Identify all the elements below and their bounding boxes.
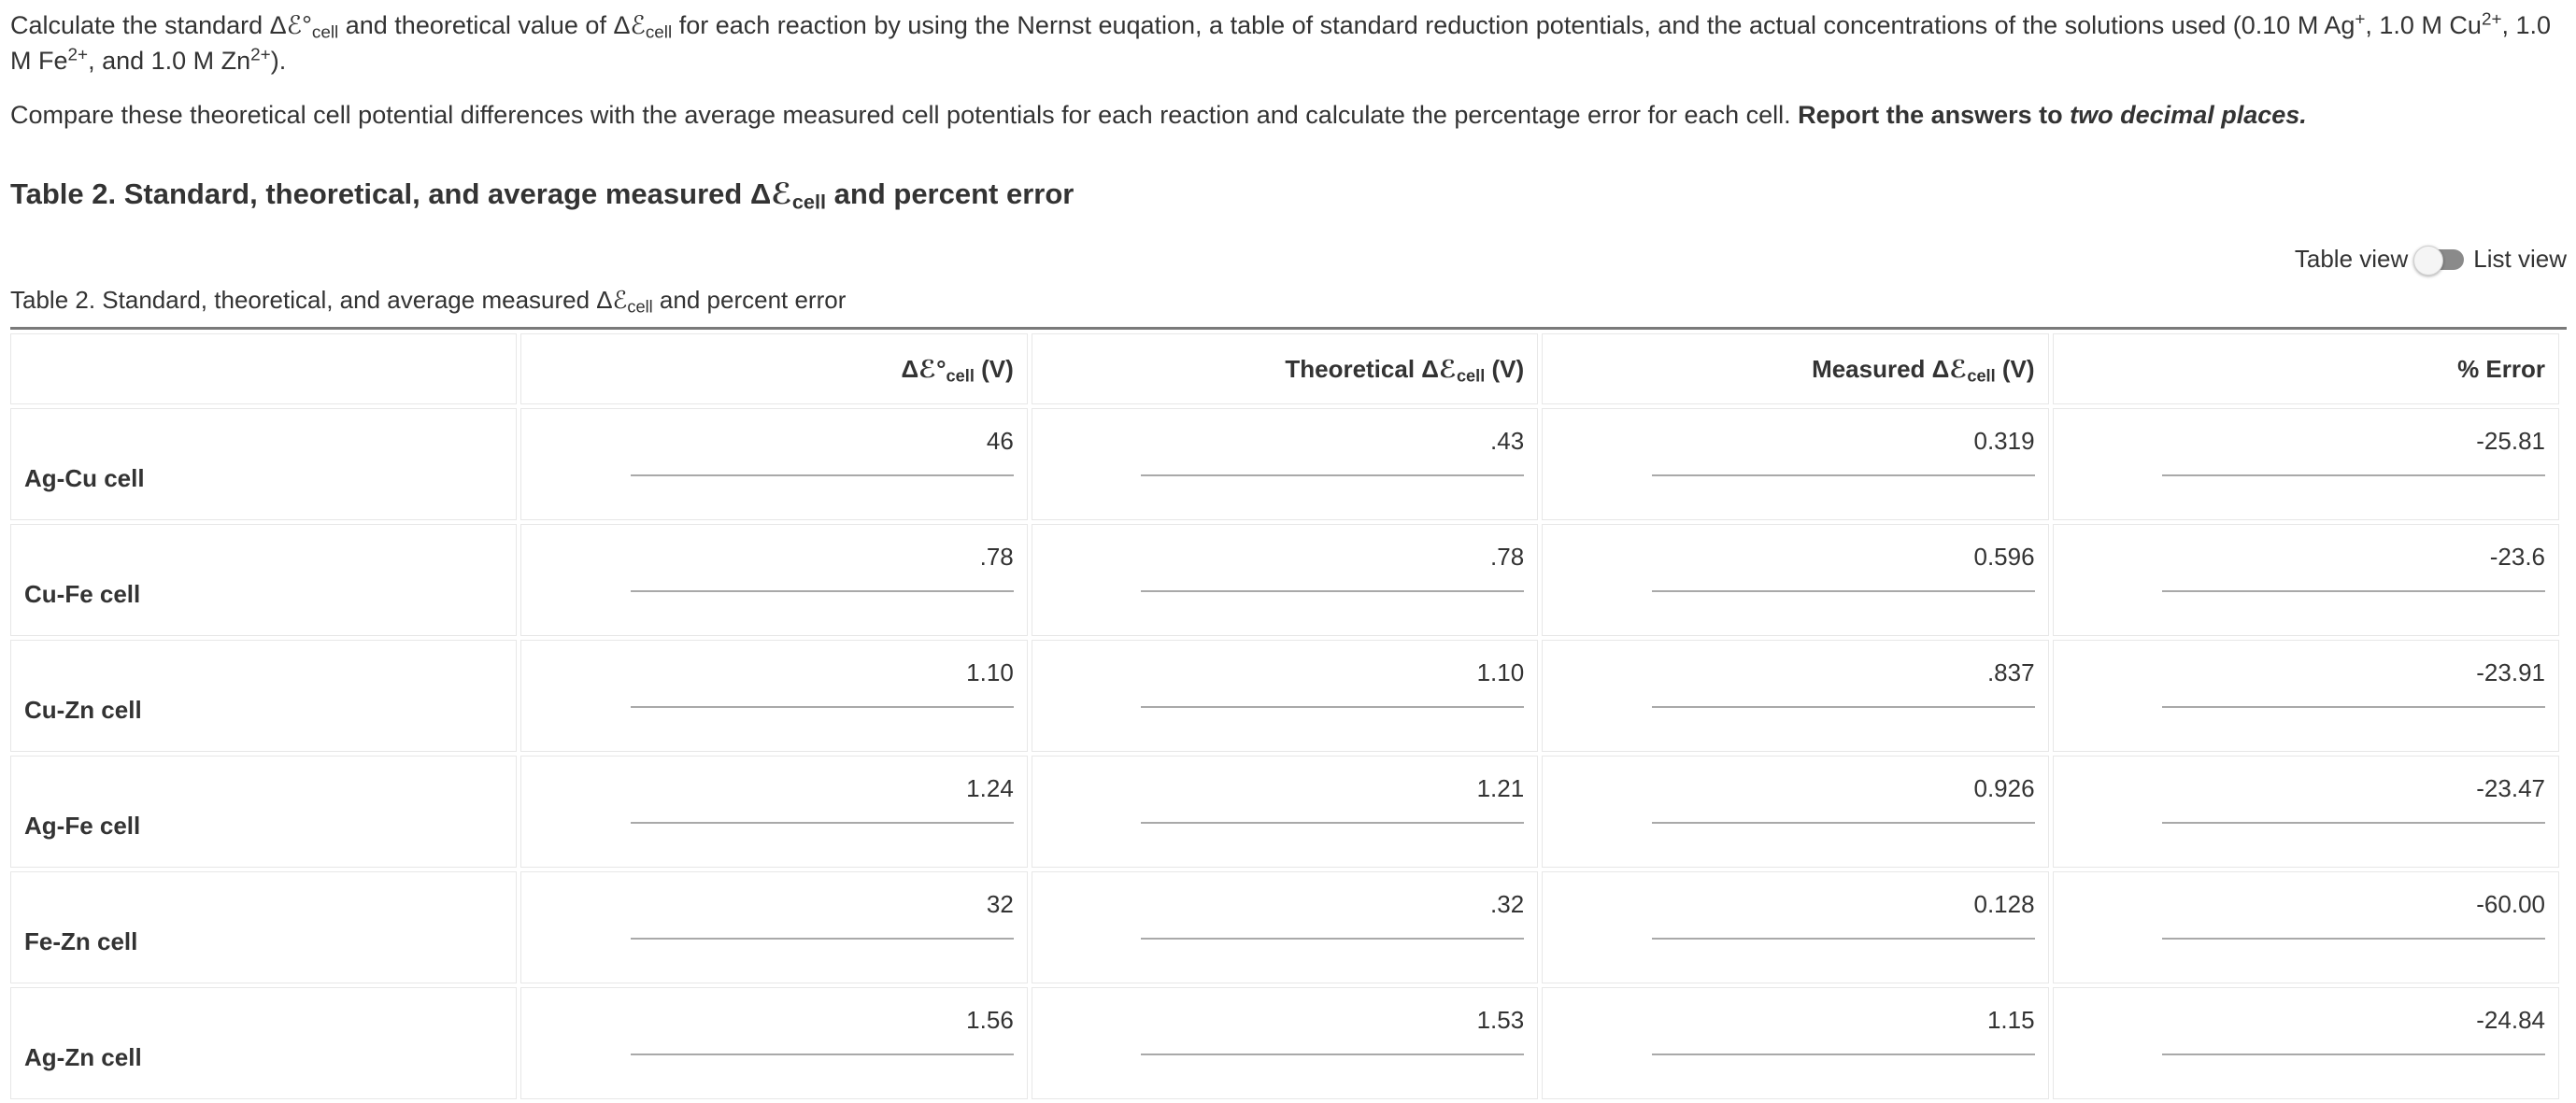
theoretical-potential-input[interactable]: .43: [1141, 428, 1524, 476]
row-label: Fe-Zn cell: [10, 871, 517, 983]
standard-potential-input[interactable]: 32: [631, 891, 1014, 940]
table-row: [10, 408, 2559, 520]
row-label: Ag-Cu cell: [10, 408, 517, 520]
measured-potential-input[interactable]: 0.319: [1652, 428, 2035, 476]
theoretical-potential-input[interactable]: 1.21: [1141, 775, 1524, 824]
measured-potential-input[interactable]: 0.596: [1652, 544, 2035, 592]
standard-potential-input[interactable]: 1.10: [631, 659, 1014, 708]
percent-error-input[interactable]: -24.84: [2162, 1007, 2545, 1055]
percent-error-input[interactable]: -23.47: [2162, 775, 2545, 824]
measured-potential-input[interactable]: .837: [1652, 659, 2035, 708]
measured-potential-input[interactable]: 1.15: [1652, 1007, 2035, 1055]
row-label: Ag-Fe cell: [10, 756, 517, 868]
view-toggle: [2295, 245, 2567, 274]
table-view-label[interactable]: Table view: [2294, 245, 2409, 273]
header-standard-potential: $\Delta ℰ^\circ_{cell}$ (V): [520, 333, 1027, 404]
table-row: [10, 871, 2559, 983]
row-label: Ag-Zn cell: [10, 987, 517, 1099]
table-heading: Table 2. Standard, theoretical, and average measured Δℰ$_{cell}$ and percent error: [10, 177, 1075, 214]
row-label: Cu-Fe cell: [10, 524, 517, 636]
standard-potential-input[interactable]: 46: [631, 428, 1014, 476]
theoretical-potential-input[interactable]: 1.10: [1141, 659, 1524, 708]
toggle-knob[interactable]: [2413, 246, 2443, 276]
list-view-label[interactable]: List view: [2473, 245, 2567, 273]
standard-potential-input[interactable]: 1.24: [631, 775, 1014, 824]
theoretical-potential-input[interactable]: .78: [1141, 544, 1524, 592]
instruction-paragraph-2: Compare these theoretical cell potential differences with the average measured cell potentials for each reaction and calculate the percentage error for each cell. Report the answers to two decimal places.: [10, 101, 2307, 129]
percent-error-input[interactable]: -25.81: [2162, 428, 2545, 476]
table-row: [10, 756, 2559, 868]
results-table: [7, 330, 2563, 1103]
theoretical-potential-input[interactable]: 1.53: [1141, 1007, 1524, 1055]
header-empty: [10, 333, 517, 404]
standard-potential-input[interactable]: .78: [631, 544, 1014, 592]
percent-error-input[interactable]: -60.00: [2162, 891, 2545, 940]
theoretical-potential-input[interactable]: .32: [1141, 891, 1524, 940]
header-theoretical-potential: Theoretical Δℰ$_{cell}$ (V): [1032, 333, 1538, 404]
results-table-wrapper: [10, 327, 2567, 1103]
percent-error-input[interactable]: -23.91: [2162, 659, 2545, 708]
table-row: [10, 640, 2559, 752]
measured-potential-input[interactable]: 0.128: [1652, 891, 2035, 940]
table-row: [10, 524, 2559, 636]
header-percent-error: % Error: [2053, 333, 2559, 404]
standard-potential-input[interactable]: 1.56: [631, 1007, 1014, 1055]
header-measured-potential: Measured Δℰ$_{cell}$ (V): [1542, 333, 2048, 404]
table-row: [10, 987, 2559, 1099]
row-label: Cu-Zn cell: [10, 640, 517, 752]
table-header-row: [10, 333, 2559, 404]
view-toggle-switch[interactable]: [2417, 249, 2464, 270]
percent-error-input[interactable]: -23.6: [2162, 544, 2545, 592]
measured-potential-input[interactable]: 0.926: [1652, 775, 2035, 824]
table-caption: Table 2. Standard, theoretical, and average measured Δℰ$_{cell}$ and percent error: [10, 286, 847, 317]
instruction-paragraph-1: Calculate the standard $\Delta ℰ^\circ_{cell}$ and theoretical value of Δℰ$_{cell}$ for each reaction by using the Nernst euqation, a table of standard reduction potentials, and the actual concentrations of the solutions used (0.10 M Ag+, 1.0 M $Cu^{2+}$, 1.0 M $Fe^{2+}$, and 1.0 M $Zn^{2+}$).: [10, 9, 2552, 75]
